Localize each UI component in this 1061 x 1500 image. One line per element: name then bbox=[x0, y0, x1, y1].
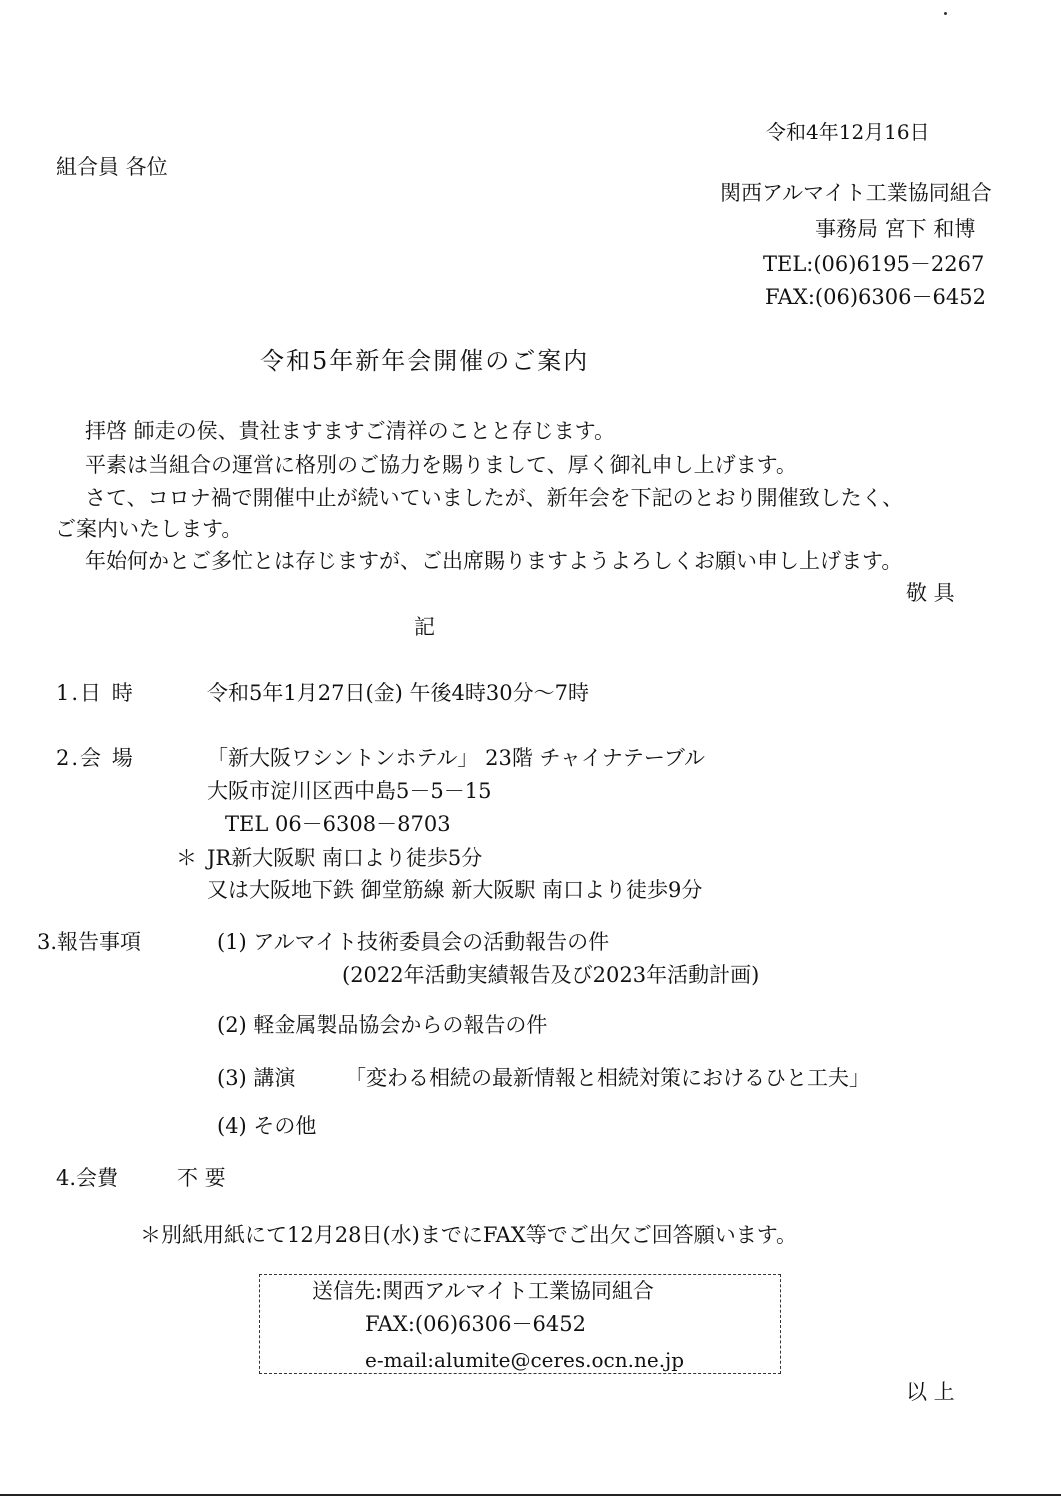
report-3-title: 「変わる相続の最新情報と相続対策におけるひと工夫」 bbox=[345, 1066, 870, 1090]
item-venue-tel: TEL 06－6308－8703 bbox=[225, 812, 451, 836]
item-venue-label: 2.会 場 bbox=[56, 746, 135, 770]
contact-to: 送信先:関西アルマイト工業協同組合 bbox=[312, 1279, 654, 1303]
sender-fax: FAX:(06)6306－6452 bbox=[765, 285, 986, 309]
report-1-sub: (2022年活動実績報告及び2023年活動計画) bbox=[342, 963, 760, 987]
item-reports-label: 3.報告事項 bbox=[37, 930, 142, 954]
scan-speck bbox=[944, 12, 947, 15]
body-line-2: 平素は当組合の運営に格別のご協力を賜りまして、厚く御礼申し上げます。 bbox=[85, 453, 797, 477]
document-title: 令和5年新年会開催のご案内 bbox=[260, 347, 590, 375]
item-venue-access-1: JR新大阪駅 南口より徒歩5分 bbox=[207, 846, 483, 870]
report-2: (2) 軽金属製品協会からの報告の件 bbox=[217, 1013, 548, 1037]
item-fee-label: 4.会費 bbox=[56, 1166, 119, 1190]
sender-person: 事務局 宮下 和博 bbox=[815, 217, 976, 241]
body-line-3: さて、コロナ禍で開催中止が続いていましたが、新年会を下記のとおり開催致したく、 bbox=[85, 486, 904, 510]
recipient: 組合員 各位 bbox=[56, 155, 168, 179]
item-fee-value: 不 要 bbox=[177, 1166, 226, 1190]
document-date: 令和4年12月16日 bbox=[766, 120, 930, 144]
body-line-1: 拝啓 師走の侯、貴社ますますご清祥のことと存じます。 bbox=[85, 419, 615, 443]
report-1: (1) アルマイト技術委員会の活動報告の件 bbox=[217, 930, 610, 954]
page-bottom-edge bbox=[0, 1494, 1061, 1496]
body-line-4: ご案内いたします。 bbox=[55, 517, 243, 541]
end-ijou: 以 上 bbox=[906, 1380, 955, 1404]
contact-email: e-mail:alumite@ceres.ocn.ne.jp bbox=[365, 1348, 685, 1372]
item-venue-access-2: 又は大阪地下鉄 御堂筋線 新大阪駅 南口より徒歩9分 bbox=[207, 878, 703, 902]
closing-keigu: 敬 具 bbox=[906, 581, 955, 605]
ki-mark: 記 bbox=[414, 615, 435, 639]
contact-fax: FAX:(06)6306－6452 bbox=[365, 1312, 586, 1336]
item-venue-address: 大阪市淀川区西中島5－5－15 bbox=[207, 779, 492, 803]
sender-tel: TEL:(06)6195－2267 bbox=[763, 252, 985, 276]
item-datetime-value: 令和5年1月27日(金) 午後4時30分～7時 bbox=[207, 681, 589, 705]
report-4: (4) その他 bbox=[217, 1114, 317, 1138]
item-venue-access-mark: ＊ bbox=[176, 846, 197, 870]
item-datetime-label: 1.日 時 bbox=[56, 681, 135, 705]
rsvp-note: ＊別紙用紙にて12月28日(水)までにFAX等でご出欠ご回答願います。 bbox=[140, 1223, 798, 1247]
sender-org: 関西アルマイト工業協同組合 bbox=[720, 181, 992, 205]
body-line-5: 年始何かとご多忙とは存じますが、ご出席賜りますようよろしくお願い申し上げます。 bbox=[85, 549, 903, 573]
report-3-num: (3) 講演 bbox=[217, 1066, 296, 1090]
item-venue-name: 「新大阪ワシントンホテル」 23階 チャイナテーブル bbox=[207, 746, 705, 770]
